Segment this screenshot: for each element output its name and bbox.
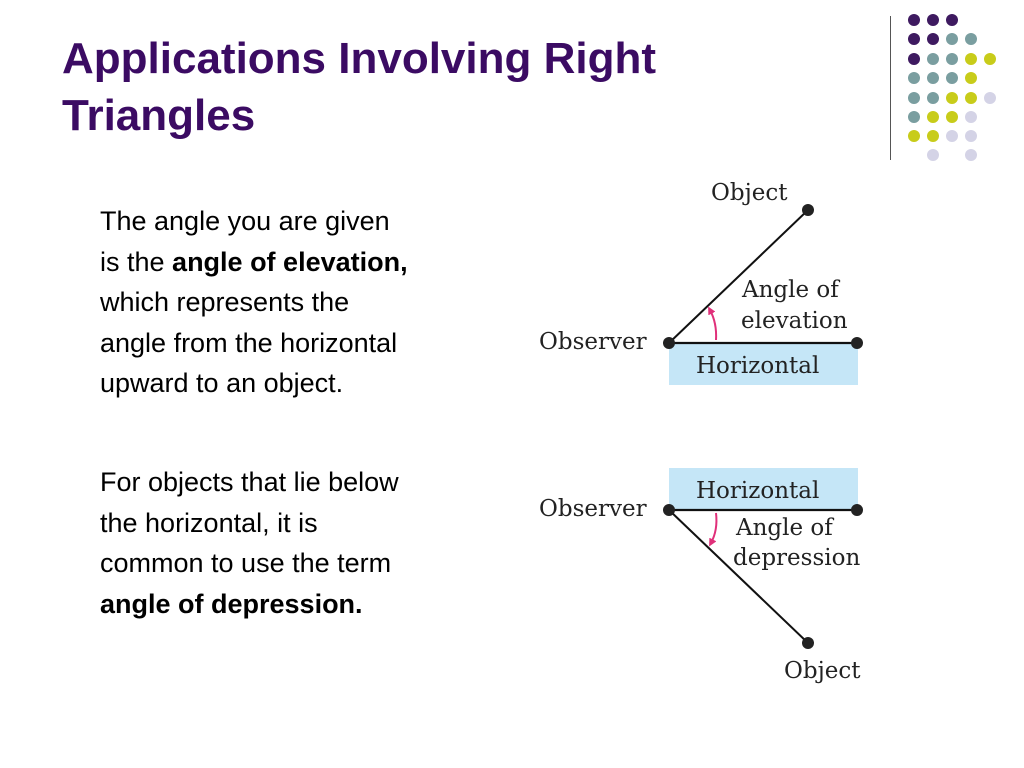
dot [927,14,939,26]
dot [946,33,958,45]
text-line: For objects that lie below [100,467,399,497]
dot [908,111,920,123]
elevation-arrow-icon [710,310,716,340]
angle-label-line2: depression [733,545,861,571]
term-angle-of-depression: angle of depression. [100,588,363,619]
object-point [802,637,814,649]
text-fragment: is the [100,246,173,277]
dot [908,14,920,26]
text-line: which represents the [100,287,350,317]
dot [965,33,977,45]
horizontal-end-point [851,504,863,516]
dot [946,111,958,123]
text-line: the horizontal, it is [100,507,318,538]
observer-point [663,337,675,349]
dot [927,111,939,123]
dot [965,72,977,84]
angle-diagrams [530,170,880,700]
dot [965,53,977,65]
object-label: Object [711,180,788,206]
horizontal-end-point [851,337,863,349]
text-line: common to use the term [100,548,392,578]
term-angle-of-elevation: angle of elevation, [172,246,408,277]
dot [946,92,958,104]
text-line: angle from the horizontal [100,327,398,358]
dot [946,130,958,142]
dot [927,130,939,142]
dot [965,130,977,142]
dot [908,130,920,142]
dot [984,92,996,104]
depression-diagram [539,468,863,684]
horizontal-label: Horizontal [696,353,820,379]
object-label: Object [784,658,861,684]
dot [965,92,977,104]
elevation-description [100,201,510,404]
observer-label: Observer [539,329,647,355]
text-line [100,584,510,625]
observer-label: Observer [539,496,647,522]
slide-title-line2: Triangles [62,91,256,140]
text-line [100,242,510,283]
object-point [802,204,814,216]
dot [927,53,939,65]
dot [908,33,920,45]
dot [965,149,977,161]
angle-label-line1: Angle of [736,515,833,541]
observer-point [663,504,675,516]
decorative-divider [890,16,891,160]
dot [908,72,920,84]
dot [908,92,920,104]
depression-description [100,462,510,624]
dot [946,72,958,84]
depression-arrow-icon [711,513,716,543]
text-line: The angle you are given [100,206,390,236]
dot [946,53,958,65]
dot [965,111,977,123]
angle-label-line1: Angle of [742,277,839,303]
slide-title-line1: Applications Involving Right [62,34,656,83]
dot [927,33,939,45]
elevation-diagram [539,180,863,385]
dot [927,72,939,84]
dot [908,53,920,65]
dot [946,14,958,26]
text-line: upward to an object. [100,368,344,398]
dot [927,149,939,161]
slide-title [62,30,862,144]
dot [927,92,939,104]
dot [984,53,996,65]
horizontal-label: Horizontal [696,478,820,504]
angle-label-line2: elevation [741,308,848,334]
